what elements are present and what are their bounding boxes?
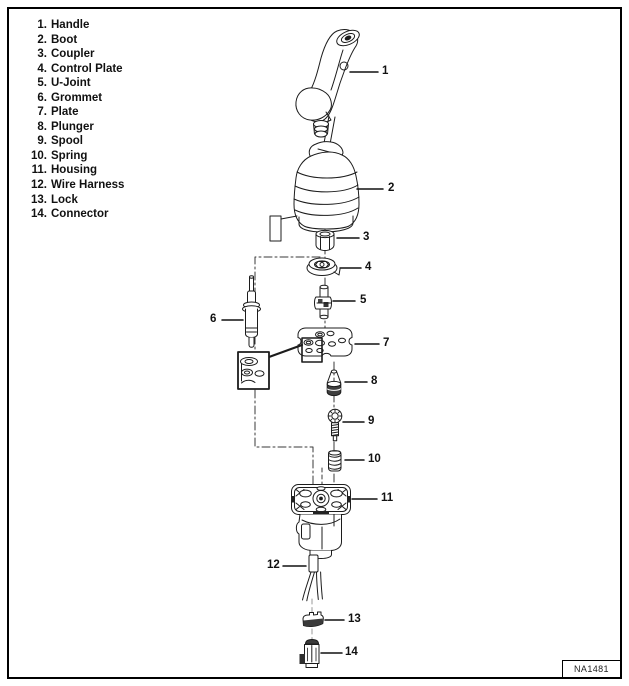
- callout-number-11: 11: [381, 492, 394, 504]
- callout-number-1: 1: [382, 65, 389, 77]
- part-3-coupler-drawing: [316, 230, 334, 250]
- part-number: 5.: [37, 77, 47, 90]
- part-number: 14.: [31, 208, 47, 221]
- part-label: U-Joint: [51, 77, 91, 90]
- part-number: 2.: [37, 33, 47, 46]
- part-9-spool-drawing: [328, 409, 342, 441]
- part-6-grommet-drawing: [243, 276, 261, 347]
- part-number: 4.: [37, 62, 47, 75]
- part-number: 9.: [37, 135, 47, 148]
- callout-number-14: 14: [345, 646, 358, 658]
- callout-number-5: 5: [360, 294, 367, 306]
- callout-number-2: 2: [388, 182, 395, 194]
- part-label: Housing: [51, 164, 97, 177]
- part-number: 13.: [31, 193, 47, 206]
- callout-number-4: 4: [365, 261, 372, 273]
- part-label: Plate: [51, 106, 79, 119]
- part-14-connector-drawing: [300, 640, 320, 668]
- part-number: 12.: [31, 179, 47, 192]
- part-5-u-joint-drawing: [315, 285, 332, 319]
- callout-number-9: 9: [368, 415, 375, 427]
- part-10-spring-drawing: [329, 451, 342, 471]
- callout-number-10: 10: [368, 453, 381, 465]
- part-label: Coupler: [51, 48, 95, 61]
- part-13-lock-drawing: [303, 612, 323, 627]
- part-1-handle-drawing: [296, 27, 362, 155]
- callout-number-8: 8: [371, 375, 378, 387]
- part-label: Handle: [51, 19, 90, 31]
- part-label: Boot: [51, 33, 78, 46]
- part-4-control-plate-drawing: [307, 258, 340, 276]
- part-label: Control Plate: [51, 62, 123, 75]
- callout-number-7: 7: [383, 337, 390, 349]
- figure-code-box: [562, 660, 620, 677]
- part-label: Plunger: [51, 120, 94, 133]
- callout-number-13: 13: [348, 613, 361, 625]
- callout-number-3: 3: [363, 231, 370, 243]
- part-number: 8.: [37, 120, 47, 133]
- part-label: Grommet: [51, 91, 103, 104]
- part-number: 11.: [31, 164, 47, 177]
- part-number: 10.: [31, 149, 47, 162]
- part-number: 6.: [37, 91, 47, 104]
- figure-code: NA1481: [574, 664, 609, 674]
- part-number: 1.: [37, 19, 47, 31]
- part-2-boot-drawing: [270, 142, 359, 241]
- part-12-wire-harness-drawing: [303, 555, 323, 601]
- part-label: Wire Harness: [51, 179, 125, 192]
- part-label: Spring: [51, 149, 88, 162]
- part-number: 3.: [37, 48, 47, 61]
- part-label: Connector: [51, 208, 109, 221]
- part-number: 7.: [37, 106, 47, 119]
- callout-number-6: 6: [210, 313, 217, 325]
- part-label: Spool: [51, 135, 83, 148]
- part-label: Lock: [51, 193, 78, 206]
- part-7-plate-drawing: [298, 328, 352, 362]
- callout-number-12: 12: [267, 559, 280, 571]
- part-11-housing-drawing: [291, 485, 351, 559]
- plate-detail-inset: [238, 345, 302, 389]
